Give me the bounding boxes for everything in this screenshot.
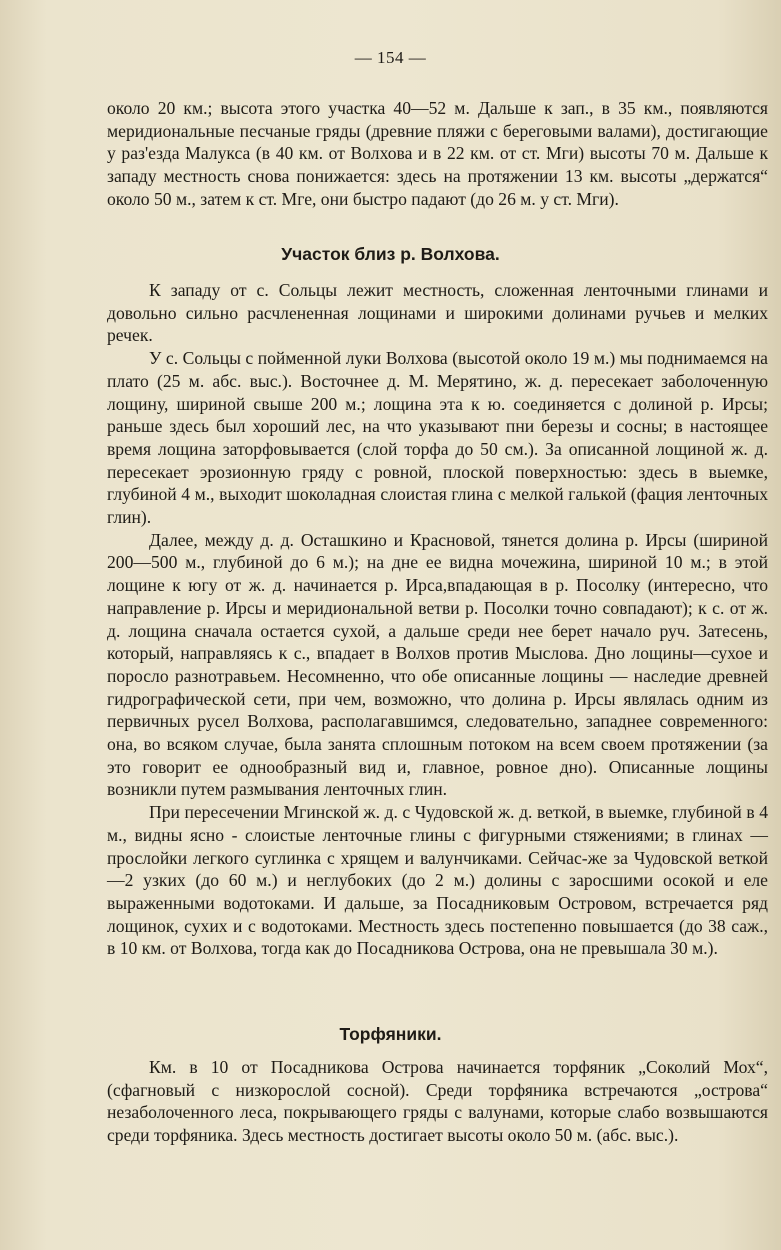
paragraph: Км. в 10 от Посадникова Острова начинается торфяник „Соколий Мох“, (сфагновый с низкорослой сосной). Среди торфяника встречаются „острова“ незаболоченного леса, покрывающего гряды с валунами, которые слабо возвышаются среди торфяника. Здесь местность достигает высоты около 50 м. (абс. выс.).: [107, 1057, 768, 1146]
page-number: — 154 —: [354, 48, 427, 67]
intro-paragraph: около 20 км.; высота этого участка 40—52 м. Дальше к зап., в 35 км., появляются меридиональные песчаные гряды (древние пляжи с береговыми валами), достигающие у раз'езда Малукса (в 40 км. от Волхова и в 22 км. от ст. Мги) высоты 70 м. Дальше к западу местность снова понижается: здесь на протяжении 13 км. высоты „держатся“ около 50 м., затем к ст. Мге, они быстро падают (до 26 м. у ст. Мги).: [107, 98, 768, 209]
section-volkhov-body: [107, 279, 768, 960]
intro-paragraph-block: [107, 97, 768, 211]
paragraph: Далее, между д. д. Осташкино и Красновой, тянется долина р. Ирсы (шириной 200—500 м., глубиной до 6 м.); на дне ее видна мочежина, шириной 10 м.; в этой лощине к югу от ж. д. начинается р. Ирса,впадающая в р. Посолку (интересно, что направление р. Ирсы и меридиональной ветви р. Посолки точно совпадают); к с. от ж. д. лощина сначала остается сухой, а дальше среди нее берет начало руч. Затесень, который, направляясь к с., впадает в Волхов против Мыслова. Дно лощины—сухое и поросло разнотравьем. Несомненно, что обе описанные лощины — наследие древней гидрографической сети, при чем, возможно, что долина р. Ирсы являлась одним из первичных русел Волхова, располагавшимся, следовательно, западнее современного: она, во всяком случае, была занята сплошным потоком на всем своем протяжении (за это говорит ее однообразный вид и, главное, ровное дно). Описанные лощины возникли путем размывания ленточных глин.: [107, 529, 768, 800]
paragraph: У с. Сольцы с пойменной луки Волхова (высотой около 19 м.) мы поднимаемся на плато (25 м. абс. выс.). Восточнее д. М. Мерятино, ж. д. пересекает заболоченную лощину, шириной свыше 200 м.; лощина эта к ю. соединяется с долиной р. Ирсы; раньше здесь был хороший лес, на что указывают пни березы и сосны; в настоящее время лощина заторфовывается (слой торфа до 50 см.). За описанной лощиной ж. д. пересекает эрозионную гряду с ровной, плоской поверхностью: здесь в выемке, глубиной 4 м., выходит шоколадная слоистая глина с мелкой галькой (фация ленточных глин).: [107, 348, 768, 528]
section-heading-volkhov: Участок близ р. Волхова.: [281, 244, 500, 264]
paragraph: При пересечении Мгинской ж. д. с Чудовской ж. д. веткой, в выемке, глубиной в 4 м., видны ясно - слоистые ленточные глины с фигурными стяжениями; в глинах — прослойки легкого суглинка с хрящем и валунчиками. Сейчас-же за Чудовской веткой—2 узких (до 60 м.) и неглубоких (до 2 м.) долины с заросшими осокой и еле выраженными водотоками. И дальше, за Посадниковым Островом, встречается ряд лощинок, сухих и с водотоками. Местность здесь постепенно повышается (до 38 саж., в 10 км. от Волхова, тогда как до Посадникова Острова, она не превышала 30 м.).: [107, 802, 768, 959]
section-peatlands-body: [107, 1056, 768, 1147]
section-heading-peatlands: Торфяники.: [339, 1024, 442, 1044]
paragraph: К западу от с. Сольцы лежит местность, сложенная ленточными глинами и довольно сильно расчлененная лощинами и широкими долинами ручьев и мелких речек.: [107, 280, 768, 346]
